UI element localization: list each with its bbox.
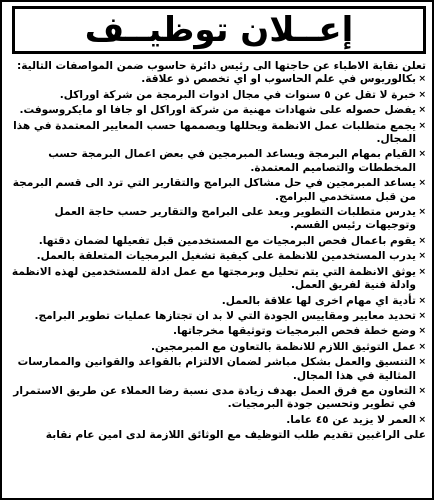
bullet-mark: × [418,178,426,189]
bullet-mark: × [418,326,426,337]
requirement-text: بكالوريوس في علم الحاسوب او اي تخصص ذو علاقة. [141,73,416,86]
requirement-item [8,235,426,248]
bullet-mark: × [418,385,426,396]
bullet-mark: × [418,120,426,131]
bullet-mark: × [418,251,426,262]
requirement-text: تحديد معايير ومقاييس الجودة التي لا بد ان تجتازها عمليات تطوير البرامج. [34,309,416,322]
requirement-item [8,89,426,102]
requirement-item [8,325,426,338]
bullet-mark: × [418,295,426,306]
requirement-item [8,385,426,412]
closing-text: على الراغبين تقديم طلب التوظيف مع الوثائق اللازمة لدى امين عام نقابة [45,429,426,442]
bullet-mark: × [418,105,426,116]
requirement-item [8,148,426,175]
bullet-mark: × [418,414,426,425]
requirement-item [8,310,426,323]
requirement-item [8,120,426,147]
ad-title: إعــلان توظيــف [84,10,354,50]
requirement-text: وضع خطة فحص البرمجيات وتوثيقها مخرجاتها. [172,325,416,338]
requirement-item [8,177,426,204]
requirement-text: العمر لا يزيد عن ٤٥ عاما. [286,413,416,426]
requirement-item [8,250,426,263]
requirement-item [8,295,426,308]
requirement-text: خبرة لا تقل عن ٥ سنوات في مجال ادوات البرمجة من شركة اوراكل. [59,88,416,101]
bullet-mark: × [418,357,426,368]
bullet-mark: × [418,266,426,277]
requirement-text: يقوم باعمال فحص البرمجيات مع المستخدمين قبل تفعيلها لضمان دقتها. [38,234,416,247]
bullet-mark: × [418,74,426,85]
ad-body [8,60,426,443]
bullet-mark: × [418,235,426,246]
bullet-mark: × [418,310,426,321]
requirement-item [8,356,426,383]
requirement-text: يساعد المبرمجين في حل مشاكل البرامج والتقارير التي ترد الى قسم البرمجة من قبل مستخدمي البرامج. [12,177,416,203]
requirement-item [8,104,426,117]
requirement-text: التعاون مع فرق العمل بهدف زيادة مدى نسبة رضا العملاء عن طريق الاستمرار في تطوير وتحسين جودة البرمجيات. [13,384,416,411]
requirement-text: عمل التوثيق اللازم للانظمة بالتعاون مع المبرمجين. [150,340,416,353]
requirement-text: يدرس متطلبات التطوير ويعد على البرامج والتقارير حسب حاجة العمل وتوجيهات رئيس القسم. [54,206,416,232]
intro-text: تعلن نقابة الاطباء عن حاجتها الى رئيس دائرة حاسوب ضمن المواصفات التالية: [16,60,426,72]
requirement-item [8,341,426,354]
requirement-item [8,206,426,233]
requirement-text: يجمع متطلبات عمل الانظمة ويحللها ويصممها حسب المعايير المعتمدة في هذا المجال. [13,119,416,146]
requirement-item [8,73,426,86]
requirements-list [8,73,426,427]
requirement-text: يفضل حصوله على شهادات مهنية من شركة اوراكل او جافا او مايكروسوفت. [19,104,416,117]
requirement-text: يدرب المستخدمين للانظمة على كيفية تشغيل البرمجيات المتعلقة بالعمل. [36,250,416,263]
bullet-mark: × [418,149,426,160]
bullet-mark: × [418,89,426,100]
requirement-text: التنسيق والعمل بشكل مباشر لضمان الالتزام بالقواعد والقوانين والممارسات المثالية في هذا المجال. [17,356,416,382]
title-banner [12,6,426,54]
bullet-mark: × [418,207,426,218]
requirement-text: القيام بمهام البرمجة ويساعد المبرمجين في بعض اعمال البرمجة حسب المخططات والتصاميم المعتمدة. [48,148,416,174]
requirement-text: تأدية اي مهام اخرى لها علاقة بالعمل. [221,294,416,307]
requirement-item [8,266,426,293]
requirement-text: يوثق الانظمة التي يتم تحليل وبرمجتها مع عمل ادلة للمستخدمين لهذه الانظمة وادلة فنية لفريق العمل. [11,265,416,292]
bullet-mark: × [418,341,426,352]
requirement-item [8,414,426,427]
